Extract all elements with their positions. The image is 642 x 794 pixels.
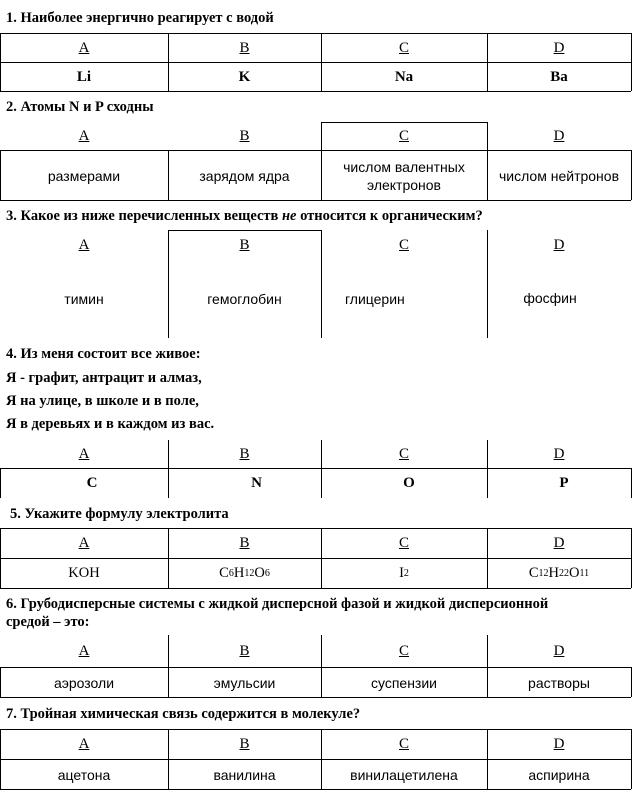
question-4-line-2: Я - графит, антрацит и алмаз, [6, 370, 202, 386]
q7-option-d-letter: D [553, 736, 565, 752]
divider [631, 33, 632, 91]
q1-option-c-letter: C [398, 39, 409, 56]
divider [631, 667, 632, 697]
divider [631, 729, 632, 789]
question-5-title: 5. Укажите формулу электролита [10, 506, 229, 522]
q3-option-b-letter: B [239, 236, 250, 253]
q2-option-d-answer: числом нейтронов [498, 167, 620, 184]
question-4-line-1: 4. Из меня состоит все живое: [6, 346, 201, 362]
q2-option-a-letter: A [78, 128, 90, 144]
q6-option-a-letter: A [78, 643, 90, 659]
q7-option-b-letter: B [239, 736, 250, 752]
q5-option-d-answer: C 12 H 22 O 11 [528, 565, 590, 581]
q1-option-d-answer: Ba [550, 68, 568, 85]
q2-option-c-answer: числом валентных электронов [343, 158, 465, 193]
q4-option-b-answer: N [251, 475, 262, 491]
question-3-title: 3. Какое из ниже перечисленных веществ не относится к органическим? [6, 208, 483, 224]
q1-option-a-letter: A [78, 39, 90, 56]
q2-option-b-answer: зарядом ядра [199, 167, 290, 184]
question-7-title: 7. Тройная химическая связь содержится в молекуле? [6, 706, 361, 722]
divider [168, 230, 322, 231]
question-6-title-line-2: средой – это: [6, 614, 90, 630]
q2-option-b-letter: B [239, 128, 250, 144]
divider [0, 200, 631, 201]
divider [631, 150, 632, 200]
q5-option-a-letter: A [78, 535, 90, 551]
q3-option-a-letter: A [78, 236, 90, 253]
q4-option-d-letter: D [553, 446, 565, 462]
divider [0, 789, 631, 790]
q7-option-a-letter: A [78, 736, 90, 752]
negation-emphasis: не [281, 208, 297, 224]
q3-option-d-answer: фосфин [523, 290, 577, 306]
q3-option-b-answer: гемоглобин [207, 291, 282, 307]
q6-option-d-answer: растворы [528, 674, 590, 691]
q3-option-c-answer: глицерин [345, 291, 405, 307]
q1-option-b-letter: B [239, 39, 250, 56]
q3-option-d-letter: D [553, 236, 565, 253]
q2-option-d-letter: D [553, 128, 565, 144]
q1-option-b-answer: K [238, 68, 251, 85]
q4-option-c-letter: C [398, 446, 409, 462]
q6-option-c-answer: суспензии [370, 674, 437, 691]
q7-option-b-answer: ванилина [213, 766, 276, 783]
q4-option-a-letter: A [78, 446, 90, 462]
q4-option-c-answer: O [403, 475, 415, 491]
q7-option-d-answer: аспирина [528, 766, 590, 783]
q3-option-a-answer: тимин [64, 291, 104, 307]
q4-option-a-answer: C [86, 475, 98, 491]
divider [0, 588, 631, 589]
q4-option-b-letter: B [239, 446, 250, 462]
q7-option-c-answer: винилацетилена [350, 766, 458, 783]
q2-option-a-answer: размерами [47, 167, 121, 184]
question-6-title-line-1: 6. Грубодисперсные системы с жидкой дисперсной фазой и жидкой дисперсионной [6, 596, 549, 612]
question-4-line-4: Я в деревьях и в каждом из вас. [6, 416, 215, 432]
q1-option-c-answer: Na [394, 68, 414, 85]
question-2-title: 2. Атомы N и P сходны [6, 99, 154, 115]
q7-option-a-answer: ацетона [57, 766, 111, 783]
question-1-title: 1. Наиболее энергично реагирует с водой [6, 10, 274, 26]
divider [0, 697, 631, 698]
q5-option-b-letter: B [239, 535, 250, 551]
q6-option-a-answer: аэрозоли [53, 674, 115, 691]
question-4-line-3: Я на улице, в школе и в поле, [6, 393, 199, 409]
q6-option-d-letter: D [553, 643, 565, 659]
divider [631, 528, 632, 588]
q1-option-a-answer: Li [76, 68, 92, 85]
q2-option-c-letter: C [398, 128, 409, 144]
q5-option-a-answer: KOH [68, 565, 100, 581]
q1-option-d-letter: D [553, 39, 565, 56]
q6-option-b-letter: B [239, 643, 250, 659]
q3-option-c-letter: C [398, 236, 409, 253]
q4-option-d-answer: P [559, 475, 569, 491]
q6-option-c-letter: C [398, 643, 409, 659]
divider [0, 91, 631, 92]
q6-option-b-answer: эмульсии [213, 674, 276, 691]
q5-option-c-letter: C [398, 535, 409, 551]
q7-option-c-letter: C [398, 736, 409, 752]
q5-option-b-answer: C 6 H 12 O 6 [219, 565, 270, 581]
q5-option-c-answer: I 2 [399, 565, 409, 581]
q5-option-d-letter: D [553, 535, 565, 551]
